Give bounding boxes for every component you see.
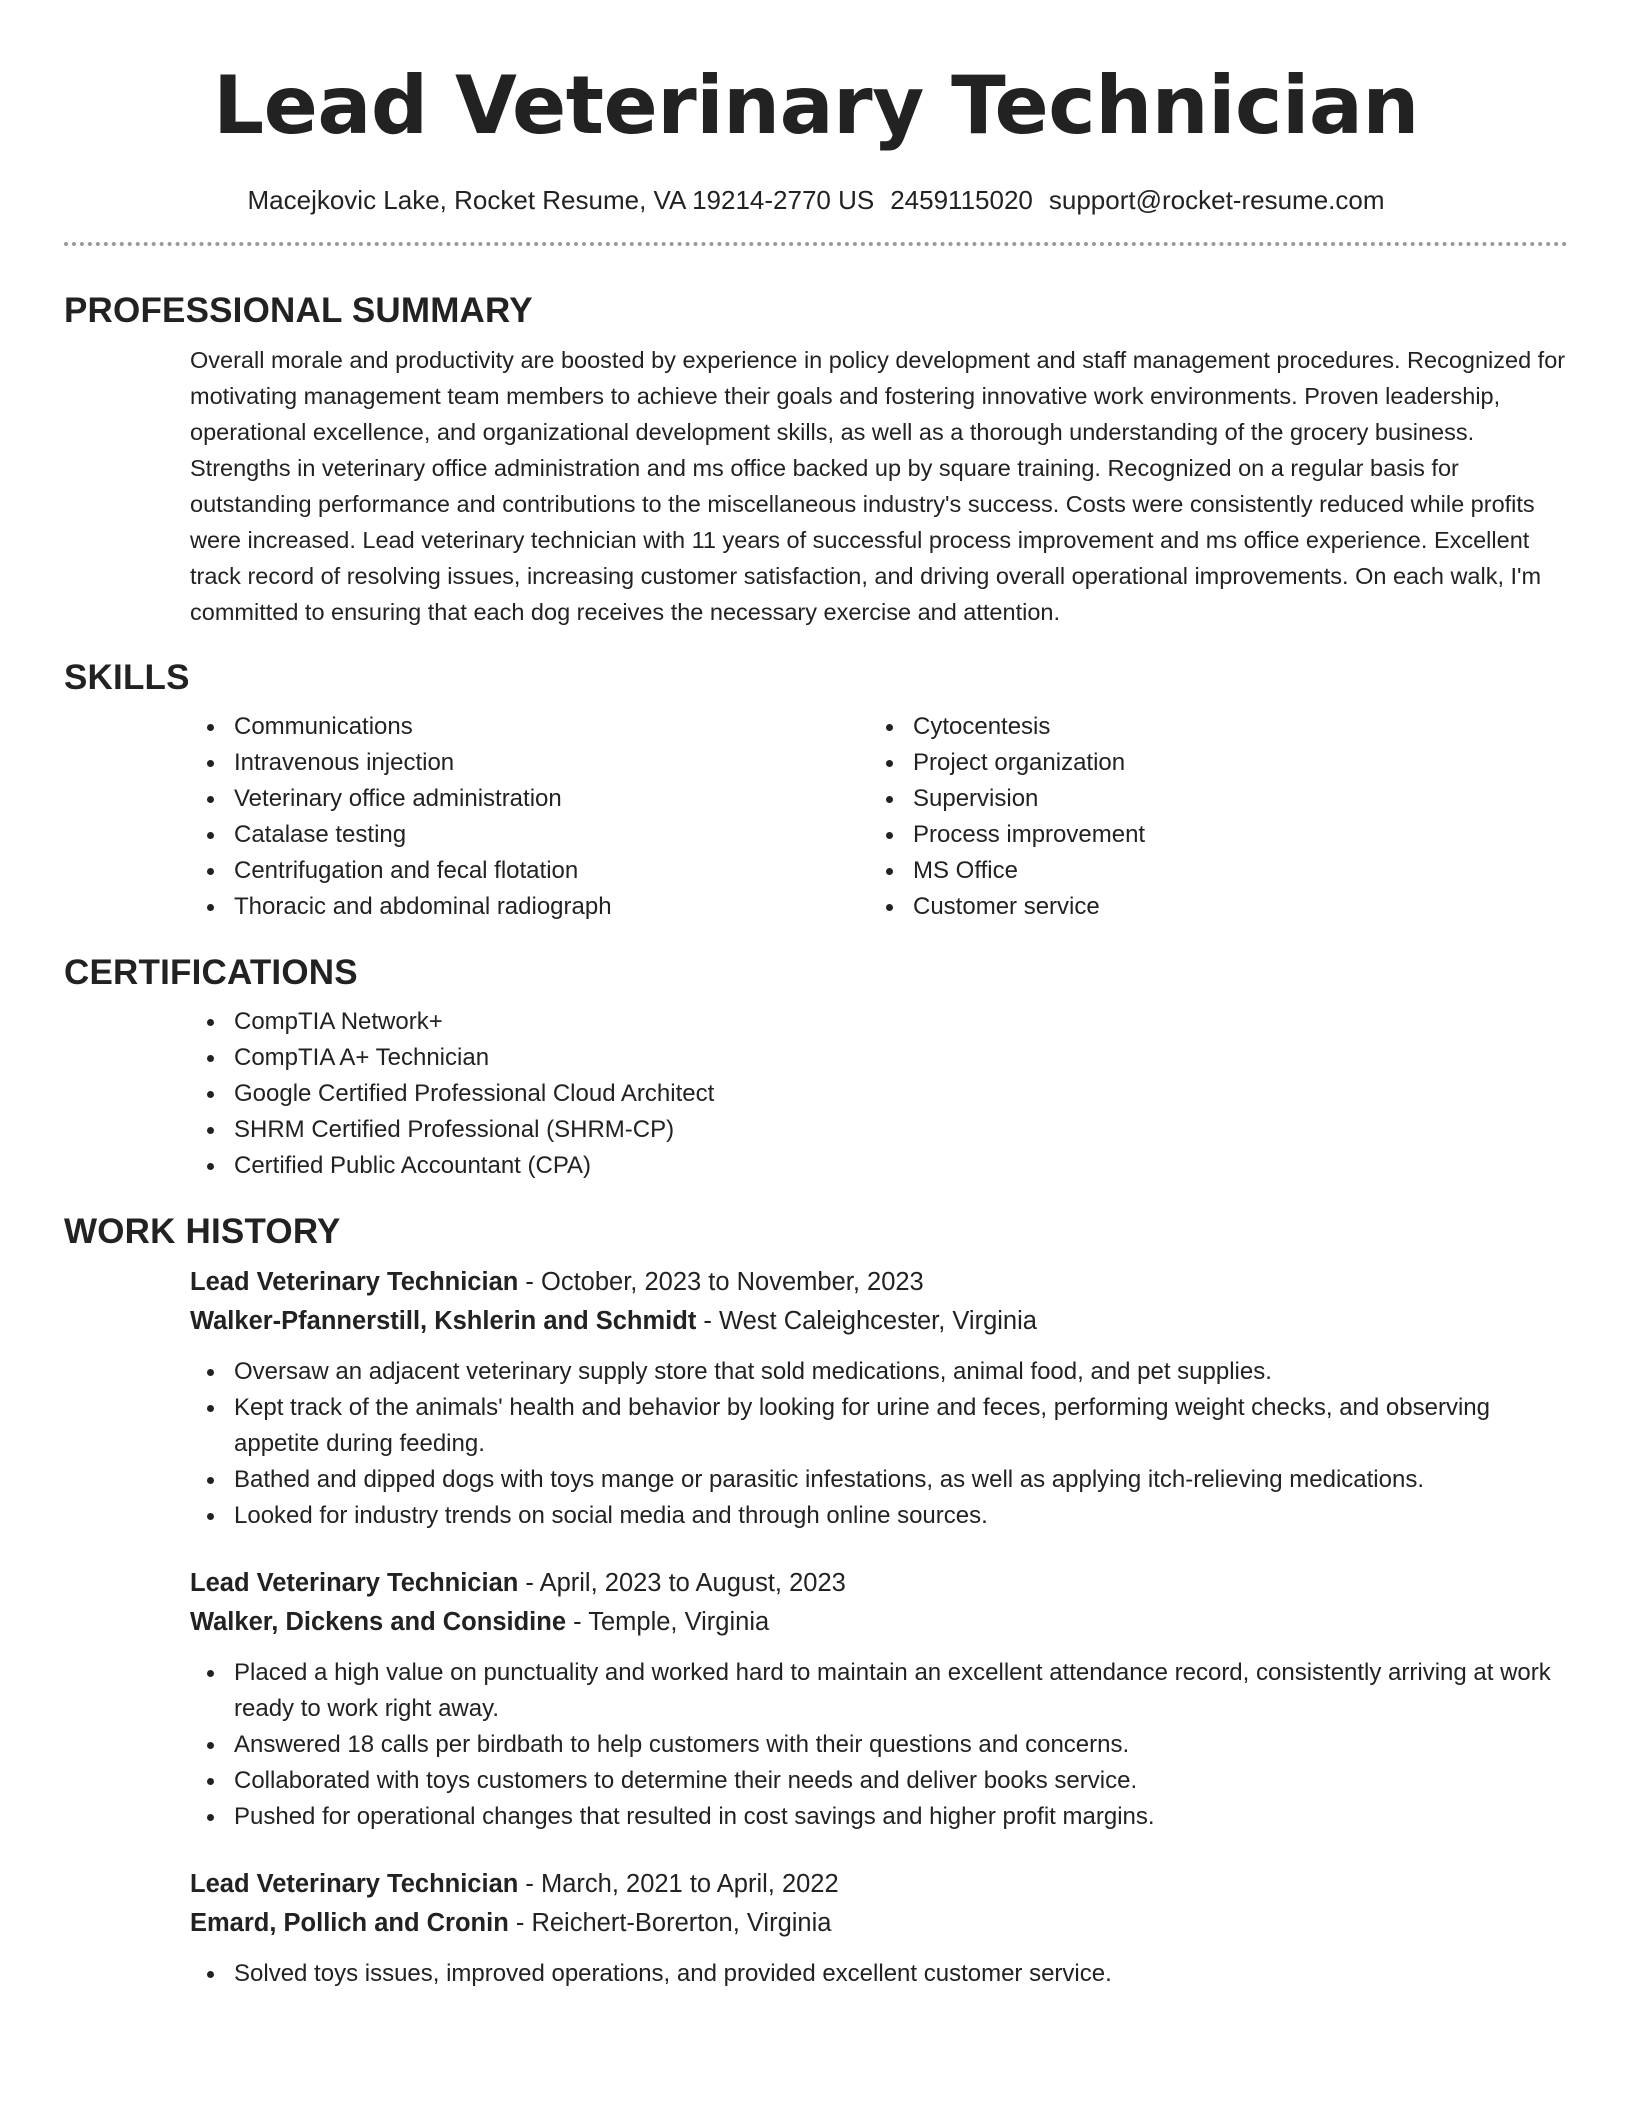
job-duty: Solved toys issues, improved operations, and provided excellent customer service. <box>190 1956 1568 1992</box>
job-location: - West Caleighcester, Virginia <box>696 1307 1037 1335</box>
job-dates: - October, 2023 to November, 2023 <box>518 1268 924 1296</box>
summary-heading: PROFESSIONAL SUMMARY <box>64 291 533 330</box>
header-divider <box>64 242 1568 246</box>
skill-item: MS Office <box>869 853 1469 889</box>
job-dates: - April, 2023 to August, 2023 <box>518 1569 846 1597</box>
skills-section <box>64 656 1568 925</box>
contact-address: Macejkovic Lake, Rocket Resume, VA 19214-2770 US <box>247 185 875 215</box>
job-duty: Kept track of the animals' health and behavior by looking for urine and feces, performing weight checks, and observing appetite during feeding. <box>190 1390 1568 1462</box>
certifications-list <box>190 1004 1568 1184</box>
job-entry <box>190 1865 1568 1992</box>
certifications-heading: CERTIFICATIONS <box>64 953 358 992</box>
job-title-line <box>190 1865 1568 1904</box>
skill-item: Customer service <box>869 889 1469 925</box>
certifications-section <box>64 951 1568 1184</box>
job-location: - Reichert-Borerton, Virginia <box>508 1909 832 1937</box>
skills-list-right <box>869 709 1469 925</box>
job-title-line <box>190 1263 1568 1302</box>
summary-text: Overall morale and productivity are boosted by experience in policy development and staff management procedures. Recognized for motivating management team members to achieve their goals and fostering innovative work environments. Proven leadership, operational excellence, and organizational development skills, as well as a thorough understanding of the grocery business. Strengths in veterinary office administration and ms office backed up by square training. Recognized on a regular basis for outstanding performance and contributions to the miscellaneous industry's success. Costs were consistently reduced while profits were increased. Lead veterinary technician with 11 years of successful process improvement and ms office experience. Excellent track record of resolving issues, increasing customer satisfaction, and driving overall operational improvements. On each walk, I'm committed to ensuring that each dog receives the necessary exercise and attention. <box>190 347 1566 625</box>
job-entry <box>190 1263 1568 1534</box>
work-history-heading: WORK HISTORY <box>64 1212 341 1251</box>
job-location: - Temple, Virginia <box>566 1608 770 1636</box>
job-dates: - March, 2021 to April, 2022 <box>518 1870 839 1898</box>
job-entry <box>190 1564 1568 1835</box>
skill-item: Intravenous injection <box>190 745 869 781</box>
job-role: Lead Veterinary Technician <box>190 1569 519 1597</box>
skill-item: Thoracic and abdominal radiograph <box>190 889 869 925</box>
certification-item: Certified Public Accountant (CPA) <box>190 1148 1568 1184</box>
skills-heading: SKILLS <box>64 658 190 697</box>
skill-item: Centrifugation and fecal flotation <box>190 853 869 889</box>
skill-item: Communications <box>190 709 869 745</box>
resume-page <box>64 0 1568 1992</box>
job-duty: Oversaw an adjacent veterinary supply store that sold medications, animal food, and pet supplies. <box>190 1354 1568 1390</box>
skill-item: Cytocentesis <box>869 709 1469 745</box>
job-title-line <box>190 1564 1568 1603</box>
summary-section <box>64 289 1568 630</box>
job-duty: Bathed and dipped dogs with toys mange or parasitic infestations, as well as applying itch-relieving medications. <box>190 1462 1568 1498</box>
certification-item: CompTIA A+ Technician <box>190 1040 1568 1076</box>
job-duty: Placed a high value on punctuality and worked hard to maintain an excellent attendance record, consistently arriving at work ready to work right away. <box>190 1655 1568 1727</box>
job-company: Walker-Pfannerstill, Kshlerin and Schmidt <box>190 1307 697 1335</box>
job-company: Walker, Dickens and Considine <box>190 1608 567 1636</box>
skill-item: Project organization <box>869 745 1469 781</box>
job-duties <box>190 1354 1568 1534</box>
work-history-section <box>64 1210 1568 1992</box>
certification-item: CompTIA Network+ <box>190 1004 1568 1040</box>
skill-item: Catalase testing <box>190 817 869 853</box>
contact-line <box>64 183 1568 217</box>
certification-item: SHRM Certified Professional (SHRM-CP) <box>190 1112 1568 1148</box>
certification-item: Google Certified Professional Cloud Architect <box>190 1076 1568 1112</box>
job-duties <box>190 1956 1568 1992</box>
skill-item: Supervision <box>869 781 1469 817</box>
skills-columns <box>190 709 1568 925</box>
job-company-line <box>190 1904 1568 1943</box>
contact-phone: 2459115020 <box>890 185 1033 215</box>
job-duty: Collaborated with toys customers to determine their needs and deliver books service. <box>190 1763 1568 1799</box>
skill-item: Veterinary office administration <box>190 781 869 817</box>
job-role: Lead Veterinary Technician <box>190 1268 519 1296</box>
job-role: Lead Veterinary Technician <box>190 1870 519 1898</box>
job-company-line <box>190 1603 1568 1642</box>
skills-list-left <box>190 709 869 925</box>
skill-item: Process improvement <box>869 817 1469 853</box>
job-duty: Answered 18 calls per birdbath to help customers with their questions and concerns. <box>190 1727 1568 1763</box>
resume-name: Lead Veterinary Technician <box>213 59 1419 152</box>
job-company-line <box>190 1302 1568 1341</box>
job-duty: Looked for industry trends on social media and through online sources. <box>190 1498 1568 1534</box>
job-duties <box>190 1655 1568 1835</box>
job-duty: Pushed for operational changes that resulted in cost savings and higher profit margins. <box>190 1799 1568 1835</box>
job-company: Emard, Pollich and Cronin <box>190 1909 509 1937</box>
contact-email: support@rocket-resume.com <box>1048 185 1385 215</box>
